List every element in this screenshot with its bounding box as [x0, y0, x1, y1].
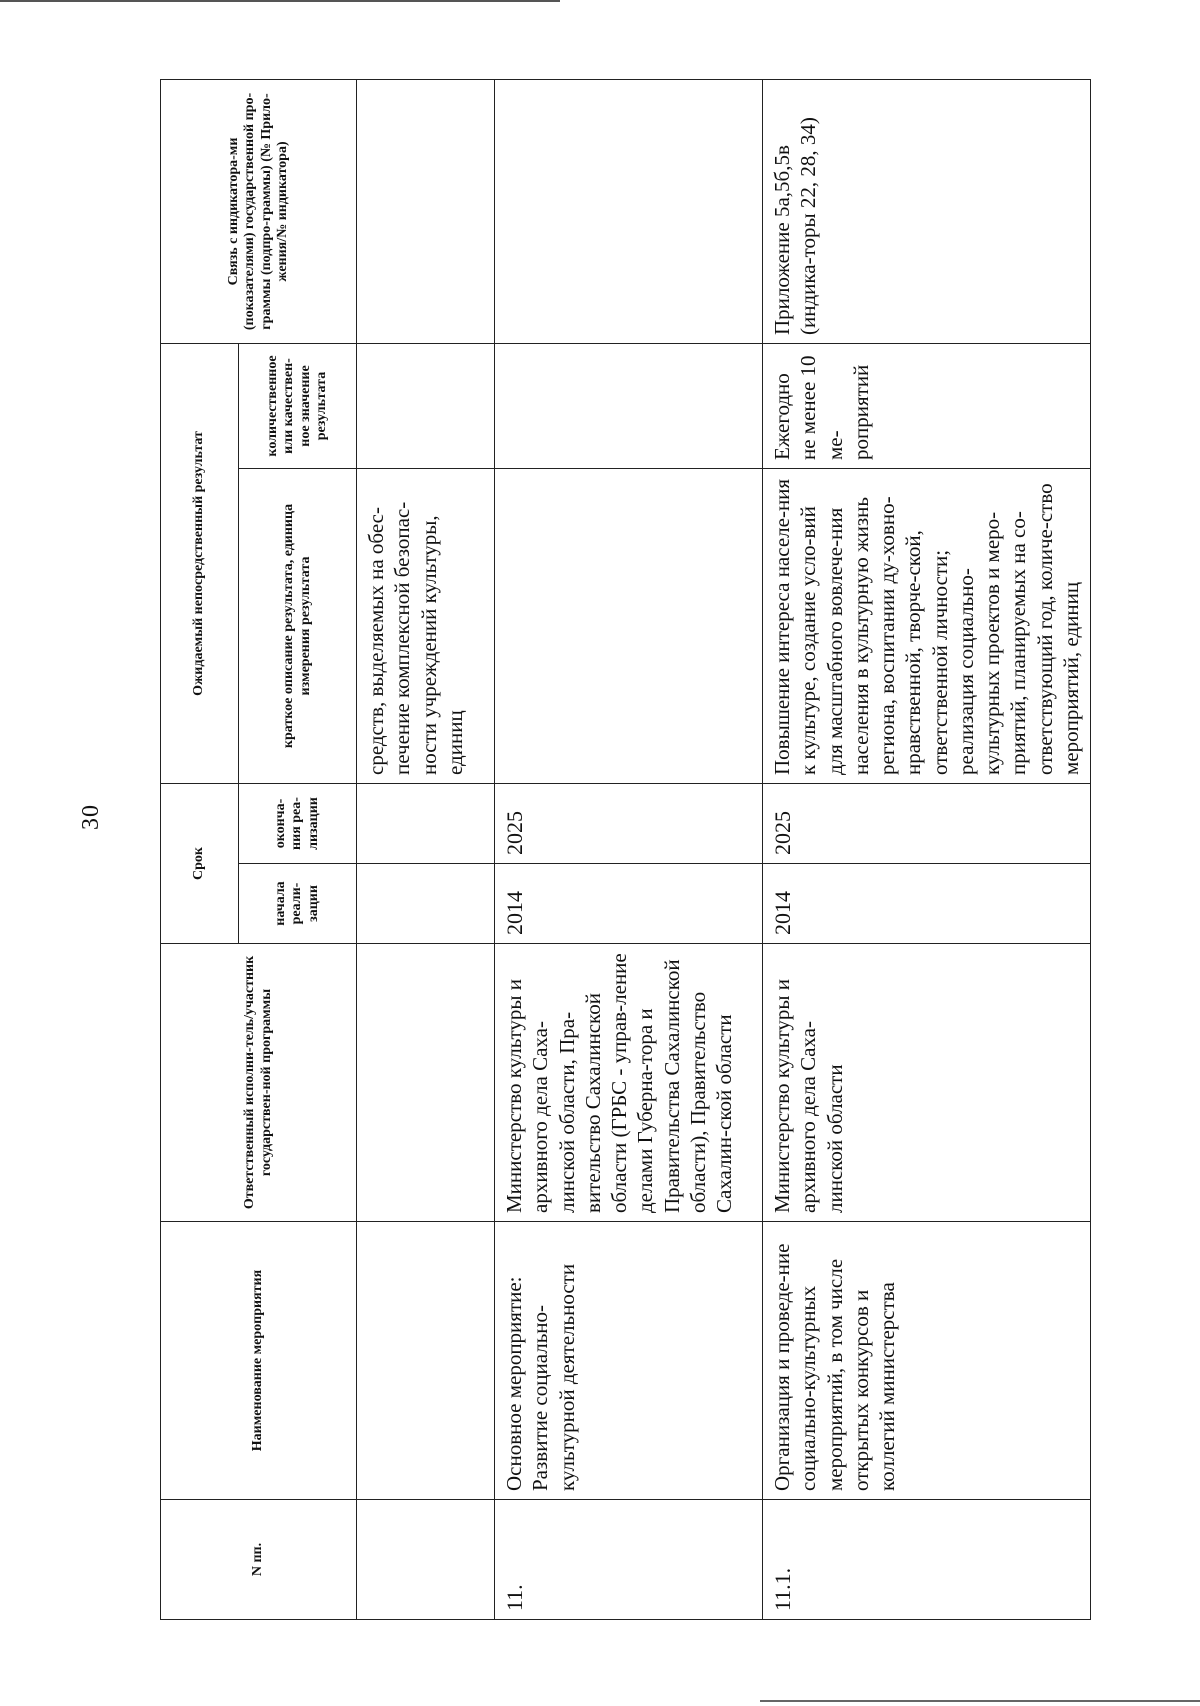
cell-start: 2014 [495, 864, 763, 944]
header-result-value: количественное или качествен-ное значение результата [239, 344, 357, 469]
cell-value [357, 344, 495, 469]
cell-responsible [357, 944, 495, 1222]
header-link: Связь с индикатора-ми (показателями) государственной про-граммы (подпро-граммы) (№ Прило-жения/№ индикатора) [161, 80, 357, 344]
cell-value [495, 344, 763, 469]
cell-start: 2014 [763, 864, 1091, 944]
rotated-page [160, 80, 1083, 1620]
cell-desc: Повышение интереса населе-ния к культуре, создание усло-вий для масштабного вовлече-ния населения в культурную жизнь региона, воспитании ду-ховно-нравственной, творче-ской, ответственной личности; реализация социально-культурных проектов и меро-приятий, планируемых на со-ответствующий год, количе-ство мероприятий, единиц [763, 469, 1091, 784]
table-row [763, 80, 1091, 1620]
cell-end: 2025 [763, 784, 1091, 864]
header-name: Наименование мероприятия [161, 1222, 357, 1500]
header-term-end: оконча-ния реа-лизации [239, 784, 357, 864]
cell-name: Организация и проведе-ние социально-культурных мероприятий, в том числе открытых конкурсов и коллегий министерства [763, 1222, 1091, 1500]
events-table [160, 79, 1091, 1620]
cell-num: 11.1. [763, 1500, 1091, 1620]
header-result-desc: краткое описание результата, единица измерения результата [239, 469, 357, 784]
cell-end [357, 784, 495, 864]
cell-desc [495, 469, 763, 784]
cell-responsible: Министерство культуры и архивного дела Саха-линской области, Пра-вительство Сахалинской области (ГРБС - управ-ление делами Губерна-тора и Правительства Сахалинской области), Правительство Сахалин-ской области [495, 944, 763, 1222]
table-row [495, 80, 763, 1620]
cell-link [495, 80, 763, 344]
cell-value: Ежегодно не менее 10 ме-роприятий [763, 344, 1091, 469]
page-number: 30 [78, 804, 104, 830]
header-num: N пп. [161, 1500, 357, 1620]
scan-edge-bottom [760, 1700, 1200, 1702]
cell-desc: средств, выделяемых на обес-печение комплексной безопас-ности учреждений культуры, единиц [357, 469, 495, 784]
table-row [357, 80, 495, 1620]
cell-responsible: Министерство культуры и архивного дела Саха-линской области [763, 944, 1091, 1222]
cell-name: Основное мероприятие: Развитие социально-культурной деятельности [495, 1222, 763, 1500]
header-term: Срок [161, 784, 239, 944]
cell-end: 2025 [495, 784, 763, 864]
header-responsible: Ответственный исполни-тель/участник государствен-ной программы [161, 944, 357, 1222]
header-result: Ожидаемый непосредственный результат [161, 344, 239, 784]
cell-start [357, 864, 495, 944]
cell-link: Приложение 5а,5б,5в (индика-торы 22, 28, 34) [763, 80, 1091, 344]
cell-num: 11. [495, 1500, 763, 1620]
cell-name [357, 1222, 495, 1500]
cell-link [357, 80, 495, 344]
header-term-start: начала реали-зации [239, 864, 357, 944]
scan-edge-top [0, 0, 560, 2]
cell-num [357, 1500, 495, 1620]
